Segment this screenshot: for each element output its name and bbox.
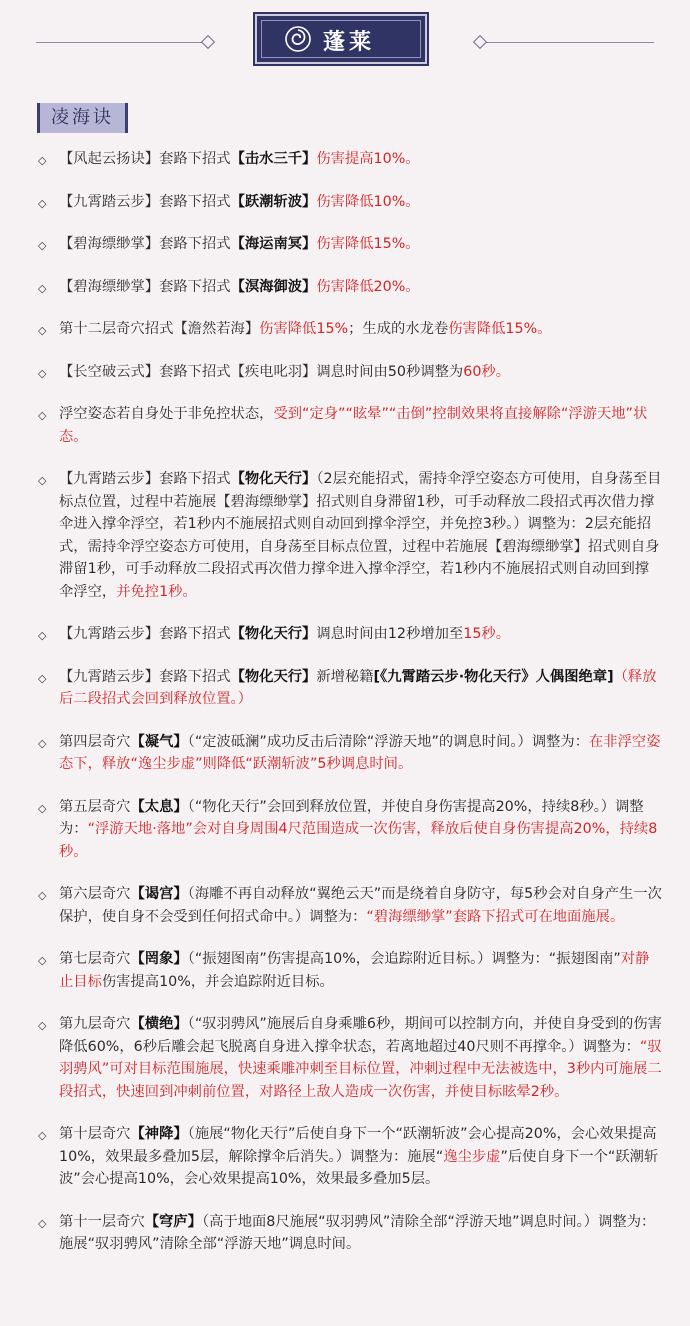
item-text-segment: （“定波砥澜”成功反击后清除“浮游天地”的调息时间。）调整为：	[187, 733, 590, 750]
item-text-segment: （“驭羽骋风”施展后自身乘雕6秒，期间可以控制方向，并使自身受到的伤害降低60%，6秒后雕会起飞脱离自身进入撑伞状态，若离地超过40尺则不再撑伞。）调整为：	[59, 1016, 662, 1055]
item-text-segment: ；生成的水龙卷	[348, 321, 449, 337]
item-text-segment: 60秒。	[463, 363, 511, 380]
list-item	[0, 403, 690, 448]
header-divider-right	[486, 42, 654, 43]
item-text-segment: 在非浮空姿态下，释放“逸尘步虚”则降低“跃潮斩波”5秒调息时间。	[59, 733, 661, 772]
item-text-segment: 伤害提高10%。	[316, 151, 420, 167]
divider-diamond-icon	[473, 35, 487, 49]
diamond-bullet-icon: ◇	[38, 629, 47, 642]
list-item	[0, 318, 690, 341]
item-text-segment: 伤害提高10%，并会追踪附近目标。	[101, 973, 334, 990]
diamond-bullet-icon: ◇	[38, 954, 47, 967]
item-text-segment: “碧海缥缈掌”套路下招式可在地面施展。	[366, 908, 625, 925]
diamond-bullet-icon: ◇	[38, 1129, 47, 1142]
item-text-segment: 对静止目标	[59, 951, 650, 990]
diamond-bullet-icon: ◇	[38, 736, 47, 750]
list-item	[0, 623, 690, 646]
item-text-segment: 伤害降低15%	[259, 321, 349, 337]
item-text-segment: 【海运南冥】	[230, 236, 317, 252]
item-text-segment: 【物化天行】	[230, 668, 317, 685]
item-text-segment: 【物化天行】	[230, 471, 317, 487]
item-text-segment: 第五层奇穴	[59, 798, 131, 815]
item-text-segment: 【九霄踏云步】套路下招式	[59, 471, 231, 487]
diamond-bullet-icon: ◇	[38, 281, 47, 295]
item-text-segment: 【物化天行】	[230, 626, 317, 642]
penglai-swirl-icon	[285, 26, 311, 52]
list-item	[0, 883, 690, 928]
item-text-segment: （施展“物化天行”后使自身下一个“跃潮斩波”会心提高20%，会心效果提高10%，效果最多叠加5层，解除撑伞后消失。）调整为：施展“	[59, 1126, 657, 1165]
item-text-segment: 第十二层奇穴招式【澹然若海】	[59, 321, 260, 337]
item-text-segment: 【横绝】	[130, 1016, 188, 1032]
section-tag	[37, 103, 128, 133]
item-text-segment: 15秒。	[463, 626, 511, 642]
item-text-segment: （高于地面8尺施展“驭羽骋风”清除全部“浮游天地”调息时间。）调整为：施展“驭羽骋风”清除全部“浮游天地”调息时间。	[59, 1213, 656, 1252]
item-text-segment: “驭羽骋风”可对目标范围施展，快速乘雕冲刺至目标位置，冲刺过程中无法被选中，3秒内可施展二段招式，快速回到冲刺前位置，对路径上敌人造成一次伤害，并使目标眩晕2秒。	[59, 1038, 662, 1100]
item-text-segment: 第六层奇穴	[59, 886, 131, 902]
item-text-segment: 【碧海缥缈掌】套路下招式	[59, 278, 231, 295]
item-text-segment: 逸尘步虚	[443, 1148, 501, 1165]
item-text-segment: 【九霄踏云步】套路下招式	[59, 668, 231, 685]
diamond-bullet-icon: ◇	[38, 1019, 47, 1032]
item-text-segment: 伤害降低20%。	[316, 278, 420, 295]
diamond-bullet-icon: ◇	[38, 239, 47, 252]
change-list	[0, 148, 690, 1276]
diamond-bullet-icon: ◇	[38, 196, 47, 210]
item-text-segment: 第四层奇穴	[59, 733, 131, 750]
item-text-segment: 并免控1秒。	[116, 583, 197, 600]
item-text-segment: 【九霄踏云步】套路下招式	[59, 626, 231, 642]
page-title: 蓬莱	[323, 29, 376, 55]
item-text-segment: 第七层奇穴	[59, 951, 131, 967]
item-text-segment: 伤害降低10%。	[316, 193, 420, 210]
header-divider-left	[36, 42, 204, 43]
list-item	[0, 948, 690, 993]
diamond-bullet-icon: ◇	[38, 409, 47, 422]
page-header	[0, 0, 690, 80]
item-text-segment: 【溟海御波】	[230, 278, 317, 295]
section-label: 凌海诀	[51, 107, 114, 128]
item-text-segment: [《九霄踏云步·物化天行》人偶图绝章]	[373, 668, 614, 685]
item-text-segment: 受到“定身”“眩晕”“击倒”控制效果将直接解除“浮游天地”状态。	[59, 406, 648, 445]
list-item	[0, 233, 690, 256]
diamond-bullet-icon: ◇	[38, 1216, 47, 1230]
item-text-segment: ”后使自身下一个“跃潮斩波”会心提高10%，会心效果提高10%，效果最多叠加5层。	[59, 1148, 659, 1187]
list-item	[0, 361, 690, 384]
item-text-segment: （“物化天行”会回到释放位置，并使自身伤害提高20%，持续8秒。）调整为：	[59, 798, 644, 837]
item-text-segment: 调息时间由12秒增加至	[316, 626, 464, 642]
item-text-segment: 【罔象】	[130, 951, 188, 967]
list-item	[0, 796, 690, 864]
item-text-segment: 【穹庐】	[144, 1213, 202, 1230]
diamond-bullet-icon: ◇	[38, 324, 47, 337]
diamond-bullet-icon: ◇	[38, 154, 47, 167]
item-text-segment: 【太息】	[130, 798, 188, 815]
diamond-bullet-icon: ◇	[38, 474, 47, 487]
list-item	[0, 731, 690, 776]
item-text-segment: 伤害降低15%。	[316, 236, 420, 252]
list-item	[0, 148, 690, 171]
diamond-bullet-icon: ◇	[38, 366, 47, 380]
title-plaque	[255, 14, 427, 64]
item-text-segment: “浮游天地·落地”会对自身周围4尺范围造成一次伤害，释放后使自身伤害提高20%，持续8秒。	[59, 821, 658, 860]
item-text-segment: （2层充能招式，需持伞浮空姿态方可使用，自身荡至目标点位置，过程中若施展【碧海缥缈掌】招式则自身滞留1秒，可手动释放二段招式再次借力撑伞进入撑伞浮空，若1秒内不施展招式则自动回到撑伞浮空，并免控3秒。）调整为：2层充能招式，需持伞浮空姿态方可使用，自身荡至目标点位置，过程中若施展【碧海缥缈掌】招式则自身滞留1秒，可手动释放二段招式再次借力撑伞进入撑伞浮空，若1秒内不施展招式则自动回到撑伞浮空，	[59, 471, 662, 600]
item-text-segment: 第九层奇穴	[59, 1016, 131, 1032]
item-text-segment: 【神降】	[130, 1126, 188, 1142]
divider-diamond-icon	[201, 35, 215, 49]
item-text-segment: （“振翅图南”伤害提高10%，会追踪附近目标。）调整为：“振翅图南”	[187, 951, 621, 967]
item-text-segment: 浮空姿态若自身处于非免控状态，	[59, 406, 274, 422]
list-item	[0, 468, 690, 603]
item-text-segment: 【长空破云式】套路下招式【疾电叱羽】调息时间由50秒调整为	[59, 363, 464, 380]
list-item	[0, 191, 690, 214]
list-item	[0, 276, 690, 299]
list-item	[0, 666, 690, 711]
item-text-segment: 【风起云扬诀】套路下招式	[59, 151, 231, 167]
item-text-segment: （释放后二段招式会回到释放位置。）	[59, 668, 657, 707]
diamond-bullet-icon: ◇	[38, 801, 47, 815]
diamond-bullet-icon: ◇	[38, 889, 47, 902]
item-text-segment: 【九霄踏云步】套路下招式	[59, 193, 231, 210]
list-item	[0, 1211, 690, 1256]
item-text-segment: （海雕不再自动释放“翼绝云天”而是绕着自身防守，每5秒会对自身产生一次保护，使自身不会受到任何招式命中。）调整为：	[59, 886, 662, 925]
item-text-segment: 【谒宫】	[130, 886, 188, 902]
list-item	[0, 1013, 690, 1103]
item-text-segment: 【击水三千】	[230, 151, 317, 167]
list-item	[0, 1123, 690, 1191]
item-text-segment: 新增秘籍	[316, 668, 374, 685]
item-text-segment: 【碧海缥缈掌】套路下招式	[59, 236, 231, 252]
item-text-segment: 伤害降低15%。	[448, 321, 552, 337]
item-text-segment: 第十层奇穴	[59, 1126, 131, 1142]
item-text-segment: 第十一层奇穴	[59, 1213, 145, 1230]
diamond-bullet-icon: ◇	[38, 671, 47, 685]
item-text-segment: 【凝气】	[130, 733, 188, 750]
item-text-segment: 【跃潮斩波】	[230, 193, 317, 210]
